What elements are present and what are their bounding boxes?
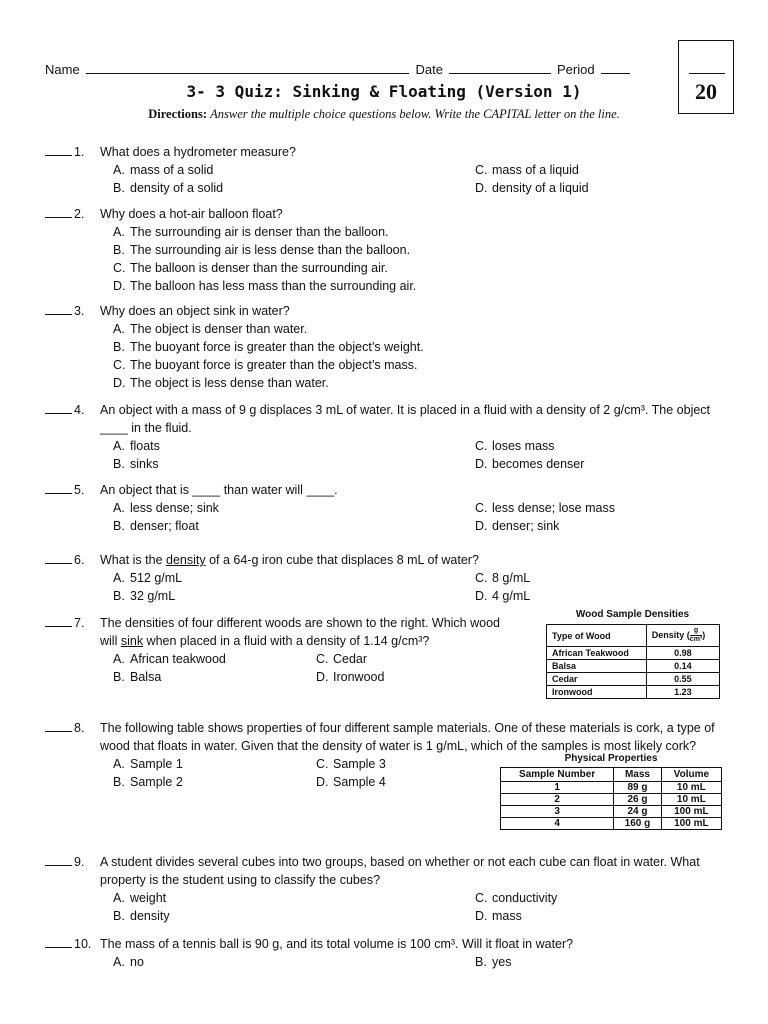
- question-number: [45, 401, 100, 437]
- option-c: C. Sample 3: [316, 757, 386, 771]
- question-2: [45, 205, 720, 295]
- wood-row: [547, 673, 720, 686]
- question-9: [45, 853, 720, 925]
- answer-blank[interactable]: [45, 144, 72, 156]
- question-7: [45, 614, 520, 686]
- props-row: [501, 794, 722, 806]
- option-b: B. The buoyant force is greater than the object’s weight.: [113, 340, 424, 354]
- wood-header-density: Density ( $\frac{g}{\text{cm³}}$ ): [646, 625, 719, 647]
- answer-blank[interactable]: [45, 854, 72, 866]
- answer-blank[interactable]: [45, 402, 72, 414]
- answer-options: [113, 650, 520, 686]
- answer-blank[interactable]: [45, 936, 72, 948]
- option-c: C. conductivity: [475, 891, 558, 905]
- answer-options: [113, 889, 720, 925]
- question-stem: An object with a mass of 9 g displaces 3 mL of water. It is placed in a fluid with a density of 2 g/cm³. The object ____ in the fluid.: [100, 403, 711, 435]
- option-b: B. density: [113, 909, 170, 923]
- question-stem: What does a hydrometer measure?: [100, 145, 296, 159]
- wood-type-cell: Balsa: [547, 660, 647, 673]
- question-6: [45, 551, 720, 605]
- question-3: [45, 302, 720, 392]
- wood-type-cell: Cedar: [547, 673, 647, 686]
- question-number-text: 10.: [74, 937, 92, 951]
- option-c: C. mass of a liquid: [475, 163, 579, 177]
- props-table-caption: Physical Properties: [564, 753, 658, 764]
- option-c: C. 8 g/mL: [475, 571, 531, 585]
- option-a: A. 512 g/mL: [113, 571, 183, 585]
- option-a: A. The object is denser than water.: [113, 322, 308, 336]
- physical-properties-table: [500, 767, 722, 830]
- option-a: A. The surrounding air is denser than the balloon.: [113, 225, 389, 239]
- question-number: [45, 481, 100, 499]
- question-4: [45, 401, 720, 473]
- wood-type-cell: African Teakwood: [547, 647, 647, 660]
- option-d: D. Ironwood: [316, 670, 385, 684]
- directions-label: Directions:: [148, 107, 207, 121]
- option-a: A. floats: [113, 439, 160, 453]
- option-d: D. The object is less dense than water.: [113, 376, 329, 390]
- question-stem: What is the density of a 64-g iron cube that displaces 8 mL of water?: [100, 553, 479, 567]
- answer-options: [113, 499, 720, 535]
- directions: [0, 107, 768, 122]
- question-number-text: 1.: [74, 145, 85, 159]
- option-b: B. denser; float: [113, 519, 199, 533]
- props-row: [501, 782, 722, 794]
- option-b: B. Balsa: [113, 670, 162, 684]
- sample-number-cell: 3: [501, 806, 614, 818]
- option-d: D. 4 g/mL: [475, 589, 531, 603]
- option-c: C. The balloon is denser than the surrounding air.: [113, 261, 388, 275]
- option-b: B. sinks: [113, 457, 159, 471]
- period-label: Period: [556, 62, 595, 77]
- option-c: C. Cedar: [316, 652, 368, 666]
- question-number: [45, 302, 100, 320]
- question-number: [45, 205, 100, 223]
- question-10: [45, 935, 720, 971]
- sample-number-cell: 4: [501, 818, 614, 830]
- answer-options: [113, 320, 720, 392]
- question-number: [45, 614, 100, 650]
- score-box: [678, 40, 734, 114]
- option-d: D. denser; sink: [475, 519, 560, 533]
- wood-row: [547, 686, 720, 699]
- option-d: D. density of a liquid: [475, 181, 589, 195]
- option-b: B. 32 g/mL: [113, 589, 176, 603]
- date-blank[interactable]: [449, 62, 551, 74]
- score-blank[interactable]: [689, 73, 725, 74]
- question-number-text: 8.: [74, 721, 85, 735]
- question-stem: The following table shows properties of four different sample materials. One of these materials is cork, a type of wood that floats in water. Given that the density of water is 1 g/mL, which of the samples is most likely cork?: [100, 721, 715, 753]
- question-stem: Why does a hot-air balloon float?: [100, 207, 283, 221]
- name-label: Name: [45, 62, 80, 77]
- answer-options: [113, 569, 720, 605]
- sample-number-cell: 2: [501, 794, 614, 806]
- option-a: A. African teakwood: [113, 652, 226, 666]
- props-header-mass: Mass: [614, 768, 662, 782]
- volume-cell: 10 mL: [661, 782, 721, 794]
- option-c: C. less dense; lose mass: [475, 501, 615, 515]
- question-number: [45, 935, 100, 953]
- answer-blank[interactable]: [45, 552, 72, 564]
- volume-cell: 100 mL: [661, 806, 721, 818]
- option-d: D. becomes denser: [475, 457, 585, 471]
- wood-row: [547, 647, 720, 660]
- mass-cell: 26 g: [614, 794, 662, 806]
- option-c: C. The buoyant force is greater than the object’s mass.: [113, 358, 418, 372]
- option-d: D. Sample 4: [316, 775, 386, 789]
- volume-cell: 100 mL: [661, 818, 721, 830]
- volume-cell: 10 mL: [661, 794, 721, 806]
- sample-number-cell: 1: [501, 782, 614, 794]
- answer-blank[interactable]: [45, 615, 72, 627]
- question-5: [45, 481, 720, 535]
- question-number-text: 6.: [74, 553, 85, 567]
- question-number-text: 5.: [74, 483, 85, 497]
- question-number-text: 4.: [74, 403, 85, 417]
- option-a: A. weight: [113, 891, 167, 905]
- question-stem: A student divides several cubes into two groups, based on whether or not each cube can float in water. What property is the student using to classify the cubes?: [100, 855, 700, 887]
- name-blank[interactable]: [86, 62, 410, 74]
- answer-options: [113, 953, 720, 971]
- answer-blank[interactable]: [45, 720, 72, 732]
- question-stem: An object that is ____ than water will ____.: [100, 483, 338, 497]
- score-total: 20: [695, 79, 717, 104]
- props-header-sample: Sample Number: [501, 768, 614, 782]
- period-blank[interactable]: [601, 62, 630, 74]
- wood-density-cell: 1.23: [646, 686, 719, 699]
- option-a: A. mass of a solid: [113, 163, 214, 177]
- quiz-title: 3- 3 Quiz: Sinking & Floating (Version 1): [186, 82, 582, 101]
- wood-type-cell: Ironwood: [547, 686, 647, 699]
- answer-options: [113, 437, 720, 473]
- question-stem: The mass of a tennis ball is 90 g, and its total volume is 100 cm³. Will it float in water?: [100, 937, 574, 951]
- wood-row: [547, 660, 720, 673]
- question-number: [45, 719, 100, 755]
- option-b: B. Sample 2: [113, 775, 183, 789]
- wood-header-type: Type of Wood: [547, 625, 647, 647]
- option-a: A. Sample 1: [113, 757, 183, 771]
- question-stem: Why does an object sink in water?: [100, 304, 290, 318]
- option-b: B. yes: [475, 955, 512, 969]
- wood-density-cell: 0.55: [646, 673, 719, 686]
- props-row: [501, 806, 722, 818]
- option-c: C. loses mass: [475, 439, 555, 453]
- answer-blank[interactable]: [45, 482, 72, 494]
- answer-options: [113, 161, 720, 197]
- question-1: [45, 143, 720, 197]
- wood-table-caption: Wood Sample Densities: [575, 609, 690, 620]
- props-header-volume: Volume: [661, 768, 721, 782]
- mass-cell: 24 g: [614, 806, 662, 818]
- question-number: [45, 853, 100, 889]
- option-a: A. less dense; sink: [113, 501, 219, 515]
- wood-density-table: [546, 624, 720, 699]
- answer-options: [113, 223, 720, 295]
- props-row: [501, 818, 722, 830]
- mass-cell: 89 g: [614, 782, 662, 794]
- question-number: [45, 143, 100, 161]
- question-number-text: 9.: [74, 855, 85, 869]
- question-number-text: 2.: [74, 207, 85, 221]
- question-number: [45, 551, 100, 569]
- option-d: D. mass: [475, 909, 522, 923]
- option-b: B. The surrounding air is less dense than the balloon.: [113, 243, 411, 257]
- wood-density-cell: 0.14: [646, 660, 719, 673]
- student-info-row: [45, 62, 630, 77]
- option-a: A. no: [113, 955, 144, 969]
- mass-cell: 160 g: [614, 818, 662, 830]
- directions-text: Answer the multiple choice questions below. Write the CAPITAL letter on the line.: [210, 107, 620, 121]
- question-number-text: 3.: [74, 304, 85, 318]
- option-b: B. density of a solid: [113, 181, 224, 195]
- answer-blank[interactable]: [45, 206, 72, 218]
- date-label: Date: [415, 62, 443, 77]
- answer-blank[interactable]: [45, 303, 72, 315]
- question-number-text: 7.: [74, 616, 85, 630]
- option-d: D. The balloon has less mass than the surrounding air.: [113, 279, 417, 293]
- question-stem: The densities of four different woods are shown to the right. Which wood will sink when placed in a fluid with a density of 1.14 g/cm³?: [100, 616, 500, 648]
- wood-density-cell: 0.98: [646, 647, 719, 660]
